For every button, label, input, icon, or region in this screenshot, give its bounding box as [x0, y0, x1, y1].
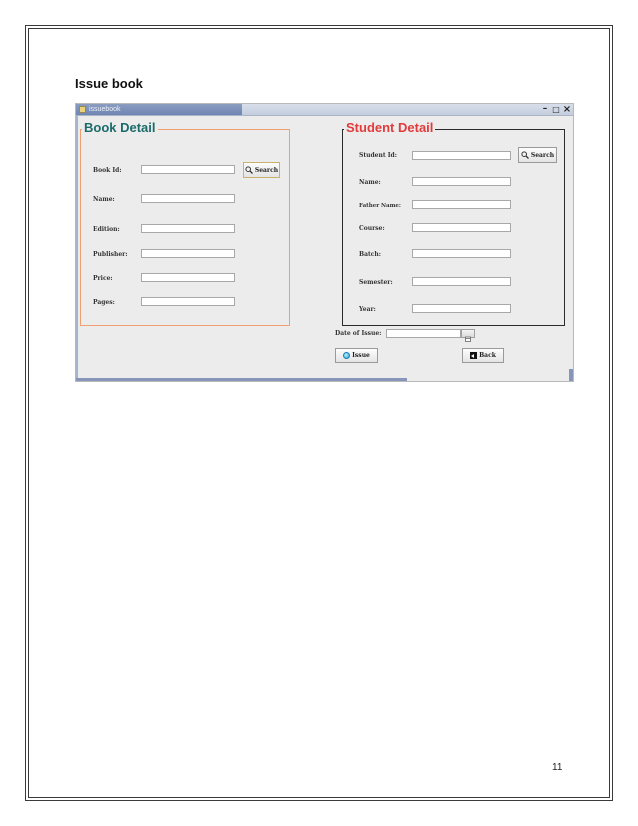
publisher-label: Publisher: [93, 251, 128, 258]
window-bottom-edge [76, 378, 407, 381]
back-icon [470, 352, 477, 359]
pages-input[interactable] [141, 297, 235, 306]
edition-input[interactable] [141, 224, 235, 233]
issue-label: Issue [352, 352, 370, 359]
issue-icon [343, 352, 350, 359]
page-number: 11 [552, 762, 563, 773]
window-left-edge [76, 115, 78, 380]
search-icon [245, 166, 253, 174]
section-heading: Issue book [75, 76, 143, 91]
semester-input[interactable] [412, 277, 511, 286]
search-icon [521, 151, 529, 159]
date-of-issue-label: Date of Issue: [335, 330, 382, 337]
father-name-label: Father Name: [359, 203, 401, 209]
title-bar[interactable] [76, 104, 573, 116]
back-button[interactable] [462, 348, 504, 363]
student-name-input[interactable] [412, 177, 511, 186]
student-detail-title: Student Detail [346, 120, 434, 135]
student-id-input[interactable] [412, 151, 511, 160]
app-icon [79, 106, 86, 113]
batch-input[interactable] [412, 249, 511, 258]
student-search-label: Search [530, 151, 555, 159]
batch-label: Batch: [359, 251, 381, 258]
window-resize-corner[interactable] [569, 369, 573, 381]
issuebook-window [75, 103, 574, 382]
minimize-button[interactable]: – [542, 104, 548, 114]
price-label: Price: [93, 275, 113, 282]
pages-label: Pages: [93, 299, 115, 306]
window-title: issuebook [89, 106, 121, 113]
course-input[interactable] [412, 223, 511, 232]
book-id-label: Book Id: [93, 167, 122, 174]
back-label: Back [479, 352, 496, 359]
student-name-label: Name: [359, 179, 381, 186]
year-label: Year: [359, 306, 376, 313]
book-id-input[interactable] [141, 165, 235, 174]
book-search-button[interactable] [243, 162, 280, 178]
calendar-button[interactable] [461, 329, 475, 338]
price-input[interactable] [141, 273, 235, 282]
book-detail-title: Book Detail [84, 120, 156, 135]
book-search-label: Search [254, 166, 279, 174]
book-name-label: Name: [93, 196, 115, 203]
issue-button[interactable] [335, 348, 378, 363]
course-label: Course: [359, 225, 385, 232]
student-search-button[interactable] [518, 147, 557, 163]
close-button[interactable]: × [562, 104, 572, 115]
maximize-button[interactable]: □ [552, 105, 560, 114]
year-input[interactable] [412, 304, 511, 313]
father-name-input[interactable] [412, 200, 511, 209]
calendar-icon [462, 336, 474, 343]
edition-label: Edition: [93, 226, 120, 233]
student-id-label: Student Id: [359, 152, 397, 159]
semester-label: Semester: [359, 279, 393, 286]
date-of-issue-input[interactable] [386, 329, 461, 338]
publisher-input[interactable] [141, 249, 235, 258]
book-name-input[interactable] [141, 194, 235, 203]
